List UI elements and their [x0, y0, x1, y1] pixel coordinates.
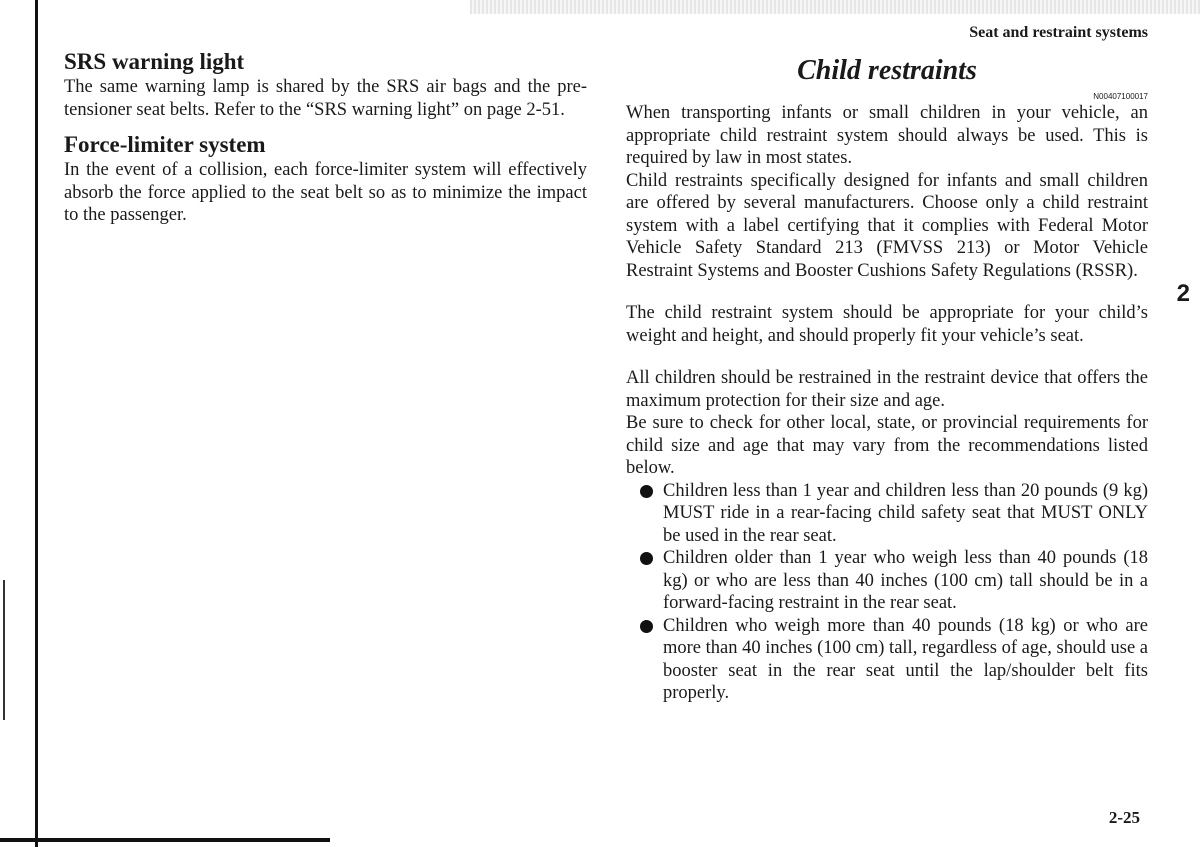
edge-mark: [3, 580, 5, 720]
reference-code: N00407100017: [1093, 92, 1148, 101]
bullet-list: [626, 480, 1148, 705]
srs-heading: SRS warning light: [64, 49, 245, 74]
paragraph-2: Child restraints specifically designed for infants and small children are offered by several manufacturers. Choose only a child restraint system with a label certifying that it complies with Federal Motor Vehicle Safety Standard 213 (FMVSS 213) or Motor Vehicle Restraint Systems and Booster Cushions Safety Regulations (RSSR).: [626, 170, 1148, 281]
bullet-icon: [640, 552, 653, 565]
chapter-tab: 2: [1176, 280, 1190, 307]
binding-foot-line: [0, 838, 330, 842]
running-head: Seat and restraint systems: [969, 24, 1148, 41]
bullet-text: Children who weigh more than 40 pounds (18 kg) or who are more than 40 inches (100 cm) tall, regardless of age, should use a booster seat in the rear seat until the lap/shoulder belt fits properly.: [663, 615, 1148, 703]
paragraph-1: When transporting infants or small children in your vehicle, an appropriate child restraint system should always be used. This is required by law in most states.: [626, 103, 1148, 168]
bullet-icon: [640, 485, 653, 498]
bullet-icon: [640, 620, 653, 633]
list-item: [640, 615, 1148, 705]
srs-text: The same warning lamp is shared by the SRS air bags and the pre-tensioner seat belts. Refer to the “SRS warning light” on page 2-51.: [64, 77, 587, 120]
scan-shading: [470, 0, 1200, 14]
left-column: [64, 48, 587, 227]
bullet-text: Children less than 1 year and children less than 20 pounds (9 kg) MUST ride in a rear-facing child safety seat that MUST ONLY be used in the rear seat.: [663, 480, 1148, 546]
force-limiter-text: In the event of a collision, each force-limiter system will effectively absorb the force applied to the seat belt so as to minimize the impact to the passenger.: [64, 160, 587, 225]
page-number: 2-25: [1108, 808, 1140, 827]
bullet-text: Children older than 1 year who weigh less than 40 pounds (18 kg) or who are less than 40 inches (100 cm) tall should be in a forward-facing restraint in the rear seat.: [663, 548, 1148, 613]
paragraph-5: Be sure to check for other local, state, or provincial requirements for child size and age that may vary from the recommendations listed below.: [626, 413, 1148, 478]
section-title: Child restraints: [797, 55, 977, 86]
list-item: [640, 547, 1148, 615]
paragraph-3: The child restraint system should be appropriate for your child’s weight and height, and should properly fit your vehicle’s seat.: [626, 303, 1148, 346]
list-item: [640, 480, 1148, 548]
binding-line: [35, 0, 38, 847]
force-limiter-heading: Force-limiter system: [64, 132, 266, 157]
paragraph-4: All children should be restrained in the restraint device that offers the maximum protection for their size and age.: [626, 368, 1148, 411]
right-column: [626, 54, 1148, 705]
